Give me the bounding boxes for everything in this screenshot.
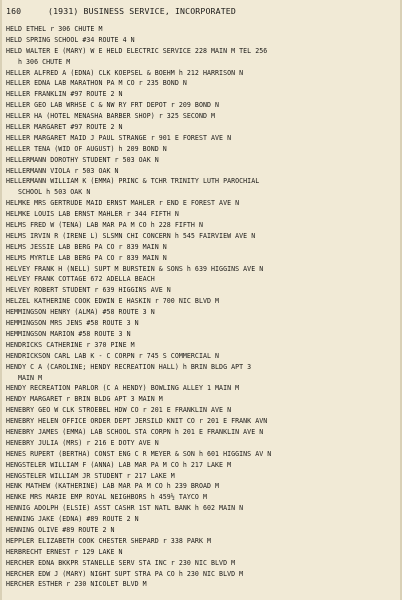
directory-entry: HELLERMANN DOROTHY STUDENT r 503 OAK N: [6, 155, 159, 164]
directory-entry: HELLERMANN WILLIAM K (EMMA) PRINC & TCHR TRINITY LUTH PAROCHIAL: [6, 177, 260, 186]
directory-entry: HELLER HA (HOTEL MENASHA BARBER SHOP) r 325 SECOND M: [6, 112, 216, 121]
directory-entry: HELZEL KATHERINE COOK EDWIN E HASKIN r 700 NIC BLVD M: [6, 297, 220, 306]
page-title: (1931) BUSINESS SERVICE, INCORPORATED: [48, 6, 236, 16]
directory-entry: HELD ETHEL r 306 CHUTE M: [6, 25, 103, 33]
directory-entry: HENNIG ADOLPH (ELSIE) ASST CASHR 1ST NATL BANK h 602 MAIN N: [6, 504, 244, 513]
directory-entry-continuation: h 306 CHUTE M: [18, 57, 71, 66]
directory-entry: HELLERMANN VIOLA r 503 OAK N: [6, 166, 119, 175]
directory-entry: HENK MATHEW (KATHERINE) LAB MAR PA M CO h 239 BROAD M: [6, 482, 220, 491]
directory-entry: HENEBRY JAMES (EMMA) LAB SCHOOL STA CORPN h 201 E FRANKLIN AVE N: [6, 427, 264, 436]
directory-entry: HELVEY FRANK COTTAGE 672 ADELLA BEACH: [6, 275, 155, 284]
directory-entry: HELLER TENA (WID OF AUGUST) h 209 BOND N: [6, 144, 167, 153]
directory-entry: HENDY C A (CAROLINE; HENDY RECREATION HALL) h BRIN BLDG APT 3: [6, 362, 252, 371]
directory-entry: HERCHER ESTHER r 230 NICOLET BLVD M: [6, 580, 147, 589]
directory-entry: HELLER GEO LAB WRHSE C & NW RY FRT DEPOT r 209 BOND N: [6, 101, 220, 110]
directory-entry: HELVEY FRANK H (NELL) SUPT M BURSTEIN & SONS h 639 HIGGINS AVE N: [6, 264, 264, 273]
directory-entry: HENEBRY JULIA (MRS) r 216 E DOTY AVE N: [6, 438, 159, 447]
directory-entry: HEMMINGSON MRS JENS #58 ROUTE 3 N: [6, 319, 139, 328]
directory-entry: HELMS FRED W (TENA) LAB MAR PA M CO h 228 FIFTH N: [6, 221, 203, 230]
directory-entry: HELLER ALFRED A (EDNA) CLK KOEPSEL & BOEHM h 212 HARRISON N: [6, 68, 244, 77]
page-edge-left: [0, 0, 2, 600]
directory-entry: HELMS JESSIE LAB BERG PA CO r 839 MAIN N: [6, 242, 167, 251]
directory-entry: HEMMINGSON MARION #58 ROUTE 3 N: [6, 329, 131, 338]
directory-entry: HENGSTELER WILLIAM F (ANNA) LAB MAR PA M CO h 217 LAKE M: [6, 460, 232, 469]
directory-entry: HELD SPRING SCHOOL #34 ROUTE 4 N: [6, 35, 135, 44]
directory-entry: HENNING JAKE (EDNA) #89 ROUTE 2 N: [6, 515, 139, 524]
directory-entry: HELLER EDNA LAB MARATHON PA M CO r 235 BOND N: [6, 79, 187, 88]
directory-entry: HENES RUPERT (BERTHA) CONST ENG C R MEYER & SON h 601 HIGGINS AV N: [6, 449, 272, 458]
directory-entry: HENDRICKS CATHERINE r 370 PINE M: [6, 340, 135, 349]
directory-entry: HELMKE LOUIS LAB ERNST MAHLER r 344 FIFTH N: [6, 210, 179, 219]
page-header: [6, 6, 396, 20]
directory-entry-continuation: MAIN M: [18, 373, 43, 382]
directory-entry: HELVEY ROBERT STUDENT r 639 HIGGINS AVE N: [6, 286, 171, 295]
directory-entries: [6, 24, 400, 590]
directory-entry: HELLER MARGARET MAID J PAUL STRANGE r 901 E FOREST AVE N: [6, 133, 232, 142]
directory-entry: HEMMINGSON HENRY (ALMA) #58 ROUTE 3 N: [6, 308, 155, 317]
directory-entry: HENDY RECREATION PARLOR (C A HENDY) BOWLING ALLEY 1 MAIN M: [6, 384, 240, 393]
directory-entry: HERCHER EDW J (MARY) NIGHT SUPT STRA PA CO h 230 NIC BLVD M: [6, 569, 244, 578]
directory-entry: HENKE MRS MARIE EMP ROYAL NEIGHBORS h 459½ TAYCO M: [6, 493, 207, 502]
directory-entry: HENEBRY GEO W CLK STROEBEL HDW CO r 201 E FRANKLIN AVE N: [6, 406, 232, 415]
directory-entry: HERBRECHT ERNEST r 129 LAKE N: [6, 547, 123, 556]
directory-entry: HELMKE MRS GERTRUDE MAID ERNST MAHLER r END E FOREST AVE N: [6, 199, 240, 208]
directory-entry: HENGSTELER WILLIAM JR STUDENT r 217 LAKE M: [6, 471, 175, 480]
directory-entry: HELMS MYRTLE LAB BERG PA CO r 839 MAIN N: [6, 253, 167, 262]
directory-entry: HELD WALTER E (MARY) W E HELD ELECTRIC SERVICE 228 MAIN M TEL 256: [6, 46, 268, 55]
directory-entry: HELLER MARGARET #97 ROUTE 2 N: [6, 123, 123, 132]
directory-entry: HELMS IRVIN R (IRENE L) SLSMN CHI CONCERN h 545 FAIRVIEW AVE N: [6, 231, 256, 240]
directory-entry: HELLER FRANKLIN #97 ROUTE 2 N: [6, 90, 123, 99]
directory-entry-continuation: SCHOOL h 503 OAK N: [18, 188, 91, 197]
directory-entry: HERCHER EDNA BKKPR STANELLE SERV STA INC r 230 NIC BLVD M: [6, 558, 236, 567]
directory-entry: HENDRICKSON CARL LAB K - C CORPN r 745 S COMMERCIAL N: [6, 351, 220, 360]
directory-entry: HENDY MARGARET r BRIN BLDG APT 3 MAIN M: [6, 395, 163, 404]
page-number: 160: [6, 6, 22, 16]
directory-entry: HEPPLER ELIZABETH COOK CHESTER SHEPARD r 338 PARK M: [6, 536, 212, 545]
directory-entry: HENNING OLIVE #89 ROUTE 2 N: [6, 525, 115, 534]
directory-entry: HENEBRY HELEN OFFICE ORDER DEPT JERSILD KNIT CO r 201 E FRANK AVN: [6, 417, 268, 426]
